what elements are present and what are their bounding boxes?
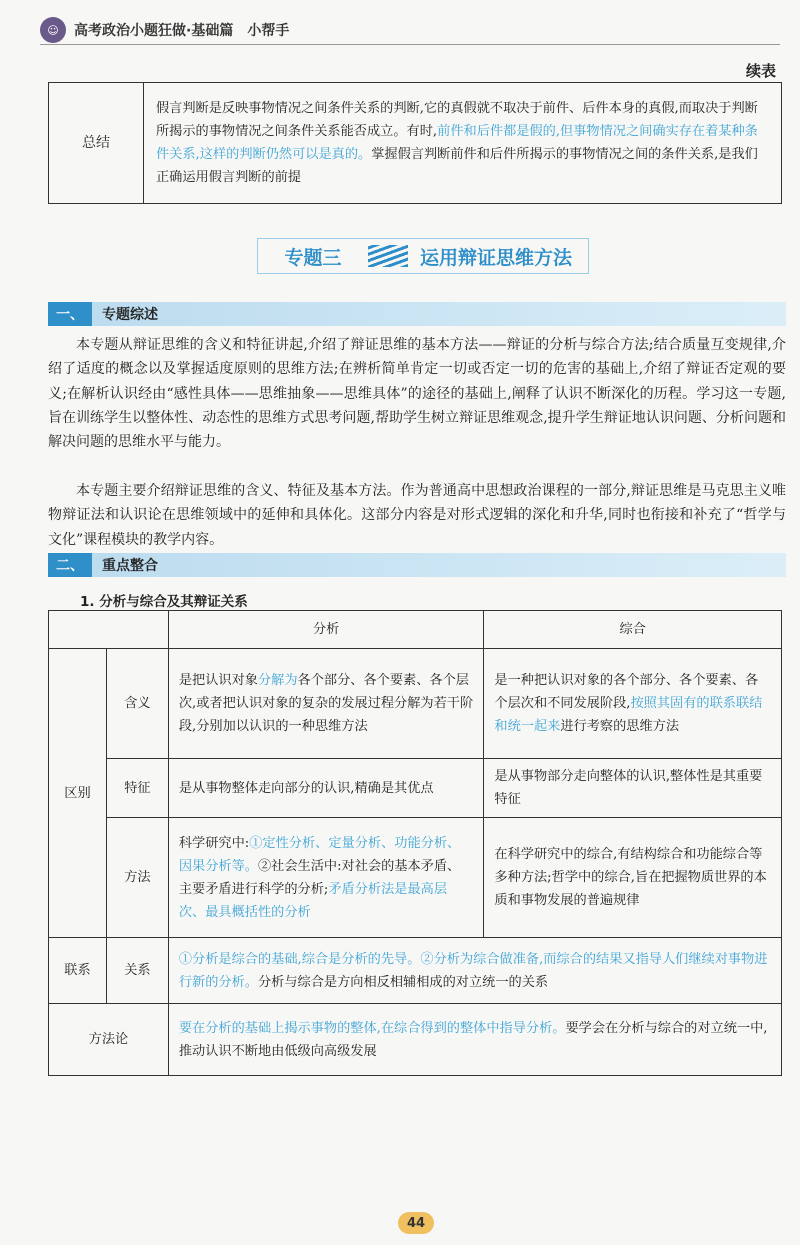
group-label-link: 联系 <box>49 938 107 1004</box>
feature-analysis: 是从事物整体走向部分的认识,精确是其优点 <box>168 759 484 818</box>
topic-banner <box>257 238 589 274</box>
method-synthesis: 在科学研究中的综合,有结构综合和功能综合等多种方法;哲学中的综合,旨在把握物质世界的本质和事物发展的普遍规律 <box>484 818 782 938</box>
section-header-overview: 一、 专题综述 <box>48 302 786 326</box>
overview-paragraph-1: 本专题从辩证思维的含义和特征讲起,介绍了辩证思维的基本方法——辩证的分析与综合方法;结合质量互变规律,介绍了适度的概念以及掌握适度原则的思维方法;在辨析简单肯定一切或否定一切的危害的基础上,介绍了辩证否定观的要义;在解析认识经由“感性具体——思维抽象——思维具体”的途径的基础上,阐释了认识不断深化的历程。学习这一专题,旨在训练学生以整体性、动态性的思维方式思考问题,帮助学生树立辩证思维观念,提升学生辩证地认识问题、分析问题和解决问题的思维水平与能力。 <box>48 337 786 451</box>
row-label-relation: 关系 <box>106 938 168 1004</box>
book-logo-icon: ☺ <box>40 17 66 43</box>
topic-name: 运用辩证思维方法 <box>420 246 573 269</box>
col-header-synthesis: 综合 <box>484 611 782 649</box>
meaning-analysis: 是把认识对象分解为各个部分、各个要素、各个层次,或者把认识对象的复杂的发展过程分解为若干阶段,分别加以认识的一种思维方法 <box>168 649 484 759</box>
summary-label: 总结 <box>49 83 144 204</box>
topic-number: 专题三 <box>284 246 342 269</box>
row-label-meaning: 含义 <box>106 649 168 759</box>
feature-synthesis: 是从事物部分走向整体的认识,整体性是其重要特征 <box>484 759 782 818</box>
subheading: 1. 分析与综合及其辩证关系 <box>80 594 248 610</box>
section-header-key-points: 二、 重点整合 <box>48 553 786 577</box>
page-number: 44 <box>398 1212 434 1234</box>
method-analysis: 科学研究中:①定性分析、定量分析、功能分析、因果分析等。②社会生活中:对社会的基本矛盾、主要矛盾进行科学的分析;矛盾分析法是最高层次、最具概括性的分析 <box>168 818 484 938</box>
summary-text: 假言判断是反映事物情况之间条件关系的判断,它的真假就不取决于前件、后件本身的真假,而取决于判断所揭示的事物情况之间条件关系能否成立。有时,前件和后件都是假的,但事物情况之间确实存在着某种条件关系,这样的判断仍然可以是真的。掌握假言判断前件和后件所揭示的事物情况之间的条件关系,是我们正确运用假言判断的前提 <box>144 83 782 204</box>
analysis-synthesis-table <box>48 610 782 1076</box>
col-header-analysis: 分析 <box>168 611 484 649</box>
row-label-method: 方法 <box>106 818 168 938</box>
book-title: 高考政治小题狂做·基础篇 小帮手 <box>74 23 290 39</box>
header-divider <box>40 44 780 45</box>
overview-paragraph-2: 本专题主要介绍辩证思维的含义、特征及基本方法。作为普通高中思想政治课程的一部分,辩证思维是马克思主义唯物辩证法和认识论在思维领域中的延伸和具体化。这部分内容是对形式逻辑的深化和升华,同时也衔接和补充了“哲学与文化”课程模块的教学内容。 <box>48 483 786 548</box>
page-header <box>40 14 760 46</box>
row-label-methodology: 方法论 <box>49 1004 169 1076</box>
relation-text: ①分析是综合的基础,综合是分析的先导。②分析为综合做准备,而综合的结果又指导人们继续对事物进行新的分析。分析与综合是方向相反相辅相成的对立统一的关系 <box>168 938 781 1004</box>
methodology-text: 要在分析的基础上揭示事物的整体,在综合得到的整体中指导分析。要学会在分析与综合的对立统一中,推动认识不断地由低级向高级发展 <box>168 1004 781 1076</box>
stripe-decoration-icon <box>368 245 408 267</box>
row-label-feature: 特征 <box>106 759 168 818</box>
meaning-synthesis: 是一种把认识对象的各个部分、各个要素、各个层次和不同发展阶段,按照其固有的联系联结和统一起来进行考察的思维方法 <box>484 649 782 759</box>
summary-table <box>48 82 782 204</box>
continued-label: 续表 <box>745 62 776 80</box>
group-label-difference: 区别 <box>49 649 107 938</box>
